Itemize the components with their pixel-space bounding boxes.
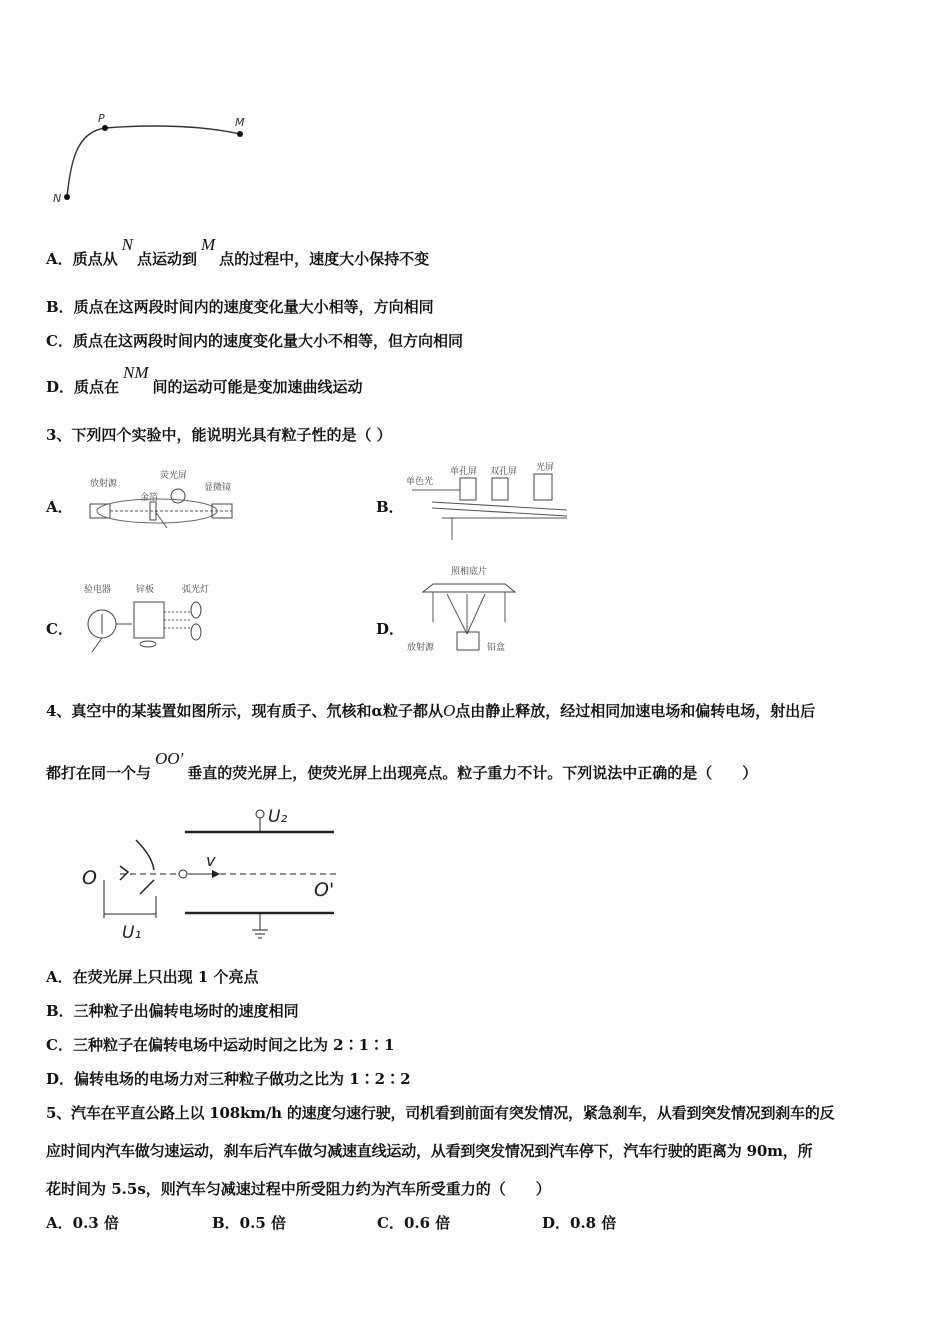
q3-figure-b-double-slit [402, 460, 572, 545]
q5-stem-line-3: 花时间为 5.5s，则汽车匀减速过程中所受阻力约为汽车所受重力的（ ） [46, 1180, 551, 1198]
svg-text:验电器: 验电器 [84, 585, 112, 595]
label-m: M [235, 116, 245, 129]
curve-npm-figure [45, 110, 265, 210]
q5-option-b: B．0.5 倍 [212, 1214, 286, 1232]
q4-stem-line-2: 都打在同一个与OO'垂直的荧光屏上，使荧光屏上出现亮点。粒子重力不计。下列说法中正确的是（ ） [46, 749, 758, 782]
var-m: M [201, 235, 216, 254]
svg-text:光屏: 光屏 [536, 463, 555, 473]
svg-text:双孔屏: 双孔屏 [490, 467, 518, 477]
label-o-prime: O' [314, 879, 335, 901]
svg-text:放射源: 放射源 [407, 643, 435, 653]
q5-stem-line-1: 5、汽车在平直公路上以 108km/h 的速度匀速行驶，司机看到前面有突发情况，紧急刹车，从看到突发情况到刹车的反 [46, 1104, 835, 1122]
svg-text:单孔屏: 单孔屏 [450, 467, 478, 477]
q5-option-d: D．0.8 倍 [542, 1214, 617, 1232]
svg-text:弧光灯: 弧光灯 [182, 585, 210, 595]
q3-label-b: B． [376, 498, 404, 516]
svg-text:显微镜: 显微镜 [204, 483, 232, 493]
q4-option-b: B．三种粒子出偏转电场时的速度相同 [46, 1002, 299, 1020]
label-v: v [206, 851, 216, 870]
q4-option-d: D．偏转电场的电场力对三种粒子做功之比为 1∶2∶2 [46, 1070, 411, 1088]
q2-option-b: B．质点在这两段时间内的速度变化量大小相等，方向相同 [46, 298, 434, 316]
var-oo: OO' [155, 749, 184, 768]
var-n: N [121, 235, 133, 254]
svg-text:照相底片: 照相底片 [451, 567, 488, 577]
q5-option-a: A．0.3 倍 [46, 1214, 119, 1232]
label-u2: U₂ [268, 807, 288, 827]
q3-figure-a-alpha-scattering [82, 466, 252, 536]
label-n: N [53, 192, 62, 205]
svg-text:单色光: 单色光 [406, 477, 434, 487]
q2-option-d: D．质点在NM间的运动可能是变加速曲线运动 [46, 363, 363, 396]
q5-stem-line-2: 应时间内汽车做匀速运动，刹车后汽车做匀减速直线运动，从看到突发情况到汽车停下，汽车行驶的距离为 90m，所 [46, 1142, 813, 1160]
q5-option-c: C．0.6 倍 [377, 1214, 451, 1232]
svg-text:锌板: 锌板 [136, 585, 155, 595]
q3-label-c: C． [46, 620, 73, 638]
q4-figure-deflection [78, 800, 348, 950]
svg-text:金箔: 金箔 [140, 493, 159, 503]
label-u1: U₁ [122, 923, 142, 943]
q3-stem: 3、下列四个实验中，能说明光具有粒子性的是（ ） [46, 426, 392, 444]
label-o: O [82, 867, 97, 889]
q2-option-a: A．质点从N点运动到M点的过程中，速度大小保持不变 [46, 235, 430, 268]
q3-figure-d-radioactive [405, 562, 535, 662]
q4-stem-line-1: 4、真空中的某装置如图所示，现有质子、氘核和α粒子都从O点由静止释放，经过相同加速电场和偏转电场，射出后 [46, 701, 816, 720]
q4-option-c: C．三种粒子在偏转电场中运动时间之比为 2∶1∶1 [46, 1036, 395, 1054]
svg-text:荧光屏: 荧光屏 [160, 471, 188, 481]
q3-label-a: A． [46, 498, 73, 516]
q3-figure-c-photoelectric [80, 580, 230, 660]
svg-text:放射源: 放射源 [90, 479, 118, 489]
svg-text:铅盒: 铅盒 [487, 643, 506, 653]
var-nm: NM [123, 363, 149, 382]
q2-option-c: C．质点在这两段时间内的速度变化量大小不相等，但方向相同 [46, 332, 463, 350]
q4-option-a: A．在荧光屏上只出现 1 个亮点 [46, 968, 259, 986]
label-p: P [98, 112, 105, 125]
q3-label-d: D． [376, 620, 405, 638]
